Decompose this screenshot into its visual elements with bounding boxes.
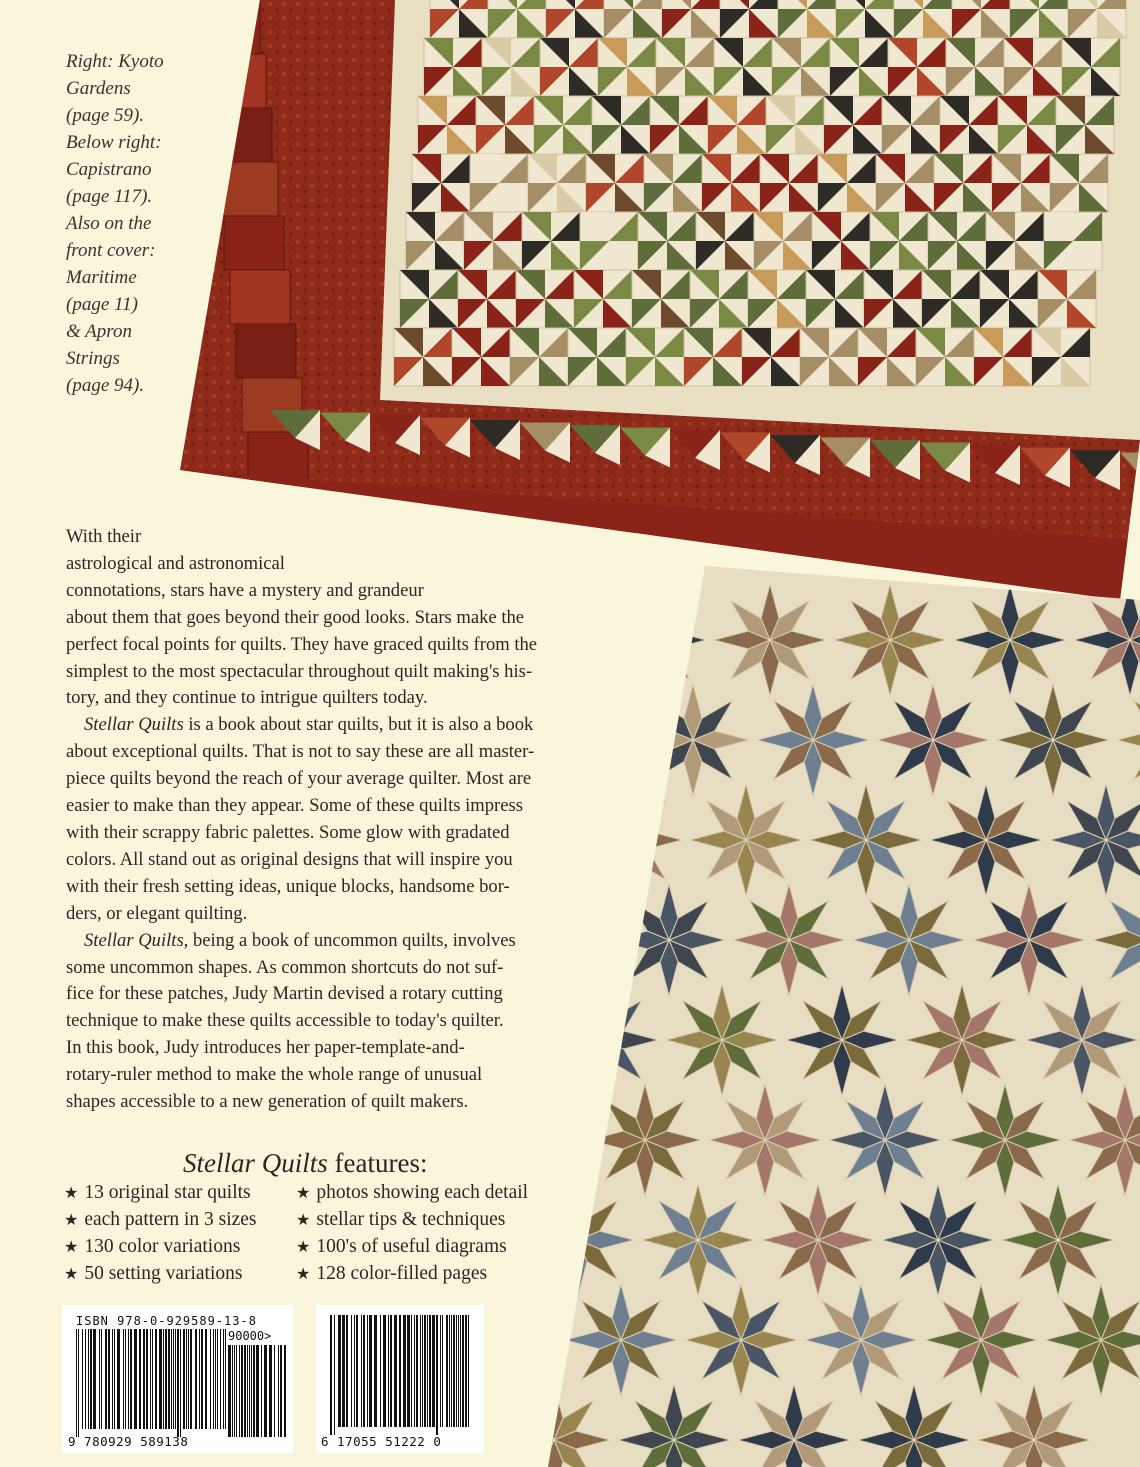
eight-point-star (637, 684, 749, 796)
barcode-bar (407, 1315, 410, 1427)
pinwheel-block (394, 328, 452, 386)
caption-line: Capistrano (66, 159, 152, 180)
isbn-label: ISBN 978-0-929589-13-8 (76, 1314, 257, 1328)
eight-point-star (565, 1284, 677, 1396)
barcode-bar (422, 1315, 423, 1427)
body-line: rotary-ruler method to make the whole range of unusual (66, 1064, 483, 1086)
feature-text: 50 setting variations (84, 1263, 243, 1284)
barcode-bar (424, 1315, 426, 1427)
feature-text: stellar tips & techniques (316, 1209, 506, 1230)
barcode-bar (261, 1345, 262, 1437)
border-square (200, 0, 260, 54)
barcode-bar (239, 1345, 240, 1437)
feature-text: 128 color-filled pages (316, 1263, 488, 1284)
barcode-bar (449, 1315, 450, 1427)
eight-point-star (738, 1384, 850, 1467)
barcode-bar (399, 1315, 401, 1427)
barcode-bar (188, 1329, 189, 1429)
barcode-bar (205, 1329, 207, 1429)
barcode-bar (369, 1315, 372, 1427)
barcode-bar (346, 1315, 348, 1427)
caption-line: (page 59). (66, 105, 145, 126)
barcode-bar (416, 1315, 418, 1427)
barcode-bar (278, 1345, 279, 1437)
barcode-bar (361, 1315, 362, 1427)
eight-point-star (973, 884, 1085, 996)
barcode-bar (411, 1315, 412, 1427)
barcode-bar (403, 1315, 406, 1427)
barcode-bar (249, 1345, 250, 1437)
barcode-bar (256, 1345, 259, 1437)
star-bullet-icon: ★ (296, 1210, 311, 1229)
star-bullet-icon: ★ (296, 1264, 311, 1283)
body-line: tory, and they continue to intrigue quilters today. (66, 687, 428, 709)
barcode-bar (223, 1329, 224, 1429)
eight-point-star (997, 684, 1109, 796)
barcode-bar (330, 1315, 332, 1435)
body-line: with their scrappy fabric palettes. Some glow with gradated (66, 821, 510, 843)
eight-point-star (498, 1384, 610, 1467)
features-heading-title: Stellar Quilts (183, 1148, 328, 1178)
barcode-bar (88, 1329, 89, 1429)
eight-point-star (762, 1184, 874, 1296)
barcode-bar (458, 1315, 459, 1427)
star-bullet-icon: ★ (64, 1210, 79, 1229)
feature-text: 130 color variations (84, 1236, 241, 1257)
barcode-bar (420, 1315, 421, 1427)
star-bullet-icon: ★ (64, 1237, 79, 1256)
eight-point-star (709, 1084, 821, 1196)
star-bullet-icon: ★ (64, 1264, 79, 1283)
barcode-bar (134, 1329, 137, 1429)
border-square (230, 270, 290, 324)
barcode-bar (232, 1345, 233, 1437)
barcode-bar (76, 1329, 77, 1437)
barcode-bar (374, 1315, 377, 1427)
feature-text: photos showing each detail (316, 1182, 529, 1203)
feature-item (296, 1260, 528, 1287)
upc-digits: 6 17055 51222 0 (321, 1434, 442, 1449)
body-line: some uncommon shapes. As common shortcuts do not suf- (66, 956, 504, 978)
barcode-bar (150, 1329, 151, 1429)
barcode-bar (93, 1329, 96, 1429)
border-square (236, 324, 296, 378)
border-square (212, 108, 272, 162)
barcode-bar (468, 1315, 469, 1427)
body-line (66, 712, 646, 739)
eight-point-star (714, 584, 826, 696)
barcode-bar (414, 1315, 415, 1427)
eight-point-star (925, 1284, 1037, 1396)
caption-line: (page 94). (66, 375, 145, 396)
star-bullet-icon: ★ (64, 1183, 79, 1202)
barcode-bar (173, 1329, 174, 1429)
feature-item (64, 1206, 257, 1233)
barcode-bar (217, 1329, 218, 1429)
barcode-bar (190, 1329, 192, 1429)
barcode-bar (440, 1315, 441, 1427)
body-line: fice for these patches, Judy Martin devised a rotary cutting (66, 983, 503, 1005)
barcode-bar (201, 1329, 203, 1429)
barcode-bar (367, 1315, 368, 1427)
barcode-bar (199, 1329, 200, 1429)
eight-point-star (642, 1184, 754, 1296)
barcode-bar (180, 1329, 181, 1437)
barcode-bar (264, 1345, 267, 1437)
eight-point-star (930, 784, 1042, 896)
eight-point-star (666, 984, 778, 1096)
eight-point-star (877, 684, 989, 796)
eight-point-star (522, 1184, 634, 1296)
body-line-rest: being a book of uncommon quilts, involves (188, 929, 516, 951)
feature-item (64, 1233, 257, 1260)
barcode-bar (244, 1345, 246, 1437)
eight-point-star (1093, 884, 1140, 996)
eight-point-star (853, 884, 965, 996)
barcode-bar (342, 1315, 345, 1427)
barcode-bar (175, 1329, 176, 1429)
barcode-bar (171, 1329, 172, 1429)
features-heading (183, 1148, 427, 1179)
eight-point-star (810, 784, 922, 896)
barcode-bar (112, 1329, 113, 1429)
barcode-bar (143, 1329, 145, 1429)
barcode-bar (465, 1315, 467, 1427)
eight-point-star (954, 584, 1066, 696)
eight-point-star (1050, 784, 1140, 896)
barcode-bar (210, 1329, 211, 1429)
border-square (218, 162, 278, 216)
body-line: about exceptional quilts. That is not to say these are all master- (66, 741, 535, 763)
barcode-bar (388, 1315, 389, 1427)
feature-item (296, 1179, 528, 1206)
barcode-bar (215, 1329, 216, 1429)
barcode-bar (195, 1329, 197, 1429)
body-line: with their fresh setting ideas, unique blocks, handsome bor- (66, 875, 510, 897)
barcode-bar (451, 1315, 452, 1427)
barcode-bar (280, 1345, 282, 1437)
barcode-bar (462, 1315, 464, 1427)
barcode-bar (436, 1315, 438, 1435)
caption-line: front cover: (66, 240, 156, 261)
features-heading-rest: features: (327, 1148, 428, 1178)
caption-line: Also on the (66, 213, 152, 234)
feature-item (296, 1233, 528, 1260)
barcode-bar (177, 1329, 179, 1437)
eight-point-star (978, 1384, 1090, 1467)
body-line: connotations, stars have a mystery and grandeur (66, 579, 424, 601)
barcode-bar (152, 1329, 153, 1429)
body-line: easier to make than they appear. Some of these quilts impress (66, 795, 523, 817)
barcode-bar (78, 1329, 79, 1437)
barcode-bar (354, 1315, 355, 1427)
caption-line: Gardens (66, 78, 131, 99)
body-line: simplest to the most spectacular throughout quilt making's his- (66, 660, 533, 682)
barcode-bar (163, 1329, 164, 1429)
caption-line: (page 117). (66, 186, 153, 207)
price-addon-label: 90000> (228, 1329, 272, 1343)
barcode-bar (228, 1345, 231, 1437)
body-line-rest: is a book about star quilts, but it is also a book (183, 714, 534, 736)
body-line: shapes accessible to a new generation of quilt makers. (66, 1091, 469, 1113)
barcode-bar (85, 1329, 86, 1429)
caption-line: (page 11) (66, 294, 138, 315)
barcode-bar (251, 1345, 252, 1437)
body-line: perfect focal points for quilts. They have graced quilts from the (66, 633, 538, 655)
border-square (224, 216, 284, 270)
eight-point-star (757, 684, 869, 796)
barcode-bar (186, 1329, 187, 1429)
barcode-bar (334, 1315, 335, 1435)
barcode-bar (128, 1329, 129, 1429)
eight-point-star (1026, 984, 1138, 1096)
body-line: technique to make these quilts accessible to today's quilter. (66, 1010, 504, 1032)
barcode-bar (183, 1329, 185, 1429)
body-line: In this book, Judy introduces her paper-template-and- (66, 1037, 465, 1059)
barcode-bar (108, 1329, 110, 1429)
photo-caption (66, 48, 196, 399)
barcode-bar (363, 1315, 365, 1427)
barcode-bar (453, 1315, 455, 1427)
caption-line: Maritime (66, 267, 137, 288)
upc-barcode-bars (330, 1315, 470, 1435)
barcode-bar (213, 1329, 214, 1429)
barcode-bar (90, 1329, 92, 1429)
barcode-bar (82, 1329, 83, 1429)
barcode-bar (442, 1315, 443, 1427)
barcode-bar (99, 1329, 100, 1429)
barcode-bar (114, 1329, 115, 1429)
barcode-bar (390, 1315, 392, 1427)
eight-point-star (733, 884, 845, 996)
barcode-bar (338, 1315, 341, 1427)
caption-line: Strings (66, 348, 120, 369)
barcode-bar (383, 1315, 386, 1427)
eight-point-star (1002, 1184, 1114, 1296)
border-square (206, 54, 266, 108)
barcode-bar (146, 1329, 148, 1429)
eight-point-star (834, 584, 946, 696)
ean-barcode-bars (76, 1329, 226, 1437)
features-list-left (64, 1179, 257, 1287)
eight-point-star (1117, 684, 1140, 796)
barcode-bar (269, 1345, 272, 1437)
feature-item (64, 1260, 257, 1287)
body-line: colors. All stand out as original designs that will inspire you (66, 848, 513, 870)
eight-point-star (906, 984, 1018, 1096)
book-title-italic: Stellar Quilts (84, 714, 184, 736)
body-line: piece quilts beyond the reach of your average quilter. Most are (66, 768, 532, 790)
feature-text: each pattern in 3 sizes (84, 1209, 257, 1230)
barcode-bar (274, 1345, 275, 1437)
eight-point-star (618, 1384, 730, 1467)
feature-text: 13 original star quilts (84, 1182, 251, 1203)
barcode-bar (139, 1329, 141, 1429)
book-title-italic: Stellar Quilts, (84, 929, 189, 951)
barcode-bar (247, 1345, 248, 1437)
eight-point-star (1045, 1284, 1140, 1396)
eight-point-star (1069, 1084, 1140, 1196)
ean-digits: 9 780929 589138 (68, 1434, 189, 1449)
barcode-bar (241, 1345, 243, 1437)
feature-item (296, 1206, 528, 1233)
barcode-bar (225, 1329, 226, 1429)
barcode-bar (168, 1329, 170, 1429)
barcode-bar (446, 1315, 448, 1427)
body-line: about them that goes beyond their good looks. Stars make the (66, 606, 525, 628)
body-line (66, 928, 646, 955)
barcode-bar (123, 1329, 124, 1429)
eight-point-star (685, 1284, 797, 1396)
barcode-bar (105, 1329, 107, 1429)
barcode-bar (101, 1329, 102, 1429)
body-line: With their (66, 526, 142, 547)
eight-point-star (786, 984, 898, 1096)
barcode-bar (380, 1315, 381, 1427)
book-description (66, 524, 646, 1116)
eight-point-star (690, 784, 802, 896)
barcode-bar (125, 1329, 126, 1429)
addon-barcode-bars (228, 1345, 286, 1437)
barcode-bar (253, 1345, 255, 1437)
body-line: astrological and astronomical (66, 552, 285, 574)
caption-line: Right: Kyoto (66, 51, 164, 72)
barcode-bar (456, 1315, 457, 1427)
eight-point-star (805, 1284, 917, 1396)
barcode-bar (155, 1329, 157, 1429)
barcode-bar (356, 1315, 358, 1427)
barcode-bar (284, 1345, 286, 1437)
barcode-bar (236, 1345, 237, 1437)
barcode-bar (220, 1329, 221, 1429)
isbn-barcode (62, 1305, 293, 1453)
barcode-bar (130, 1329, 132, 1429)
caption-line: & Apron (66, 321, 132, 342)
star-bullet-icon: ★ (296, 1183, 311, 1202)
barcode-bar (427, 1315, 428, 1427)
caption-line: Below right: (66, 132, 162, 153)
eight-point-star (829, 1084, 941, 1196)
feature-text: 100's of useful diagrams (316, 1236, 507, 1257)
barcode-bar (165, 1329, 167, 1429)
eight-point-star (1074, 584, 1140, 696)
barcode-bar (429, 1315, 431, 1427)
upc-barcode (316, 1305, 484, 1453)
eight-point-star (858, 1384, 970, 1467)
barcode-bar (117, 1329, 120, 1429)
features-list-right (296, 1179, 528, 1287)
star-bullet-icon: ★ (296, 1237, 311, 1256)
barcode-bar (394, 1315, 397, 1427)
feature-item (64, 1179, 257, 1206)
barcode-bar (159, 1329, 162, 1429)
barcode-bar (460, 1315, 461, 1427)
eight-point-star (882, 1184, 994, 1296)
barcode-bar (234, 1345, 235, 1437)
barcode-bar (351, 1315, 352, 1427)
eight-point-star (949, 1084, 1061, 1196)
barcode-bar (432, 1315, 435, 1427)
body-line: ders, or elegant quilting. (66, 902, 248, 924)
